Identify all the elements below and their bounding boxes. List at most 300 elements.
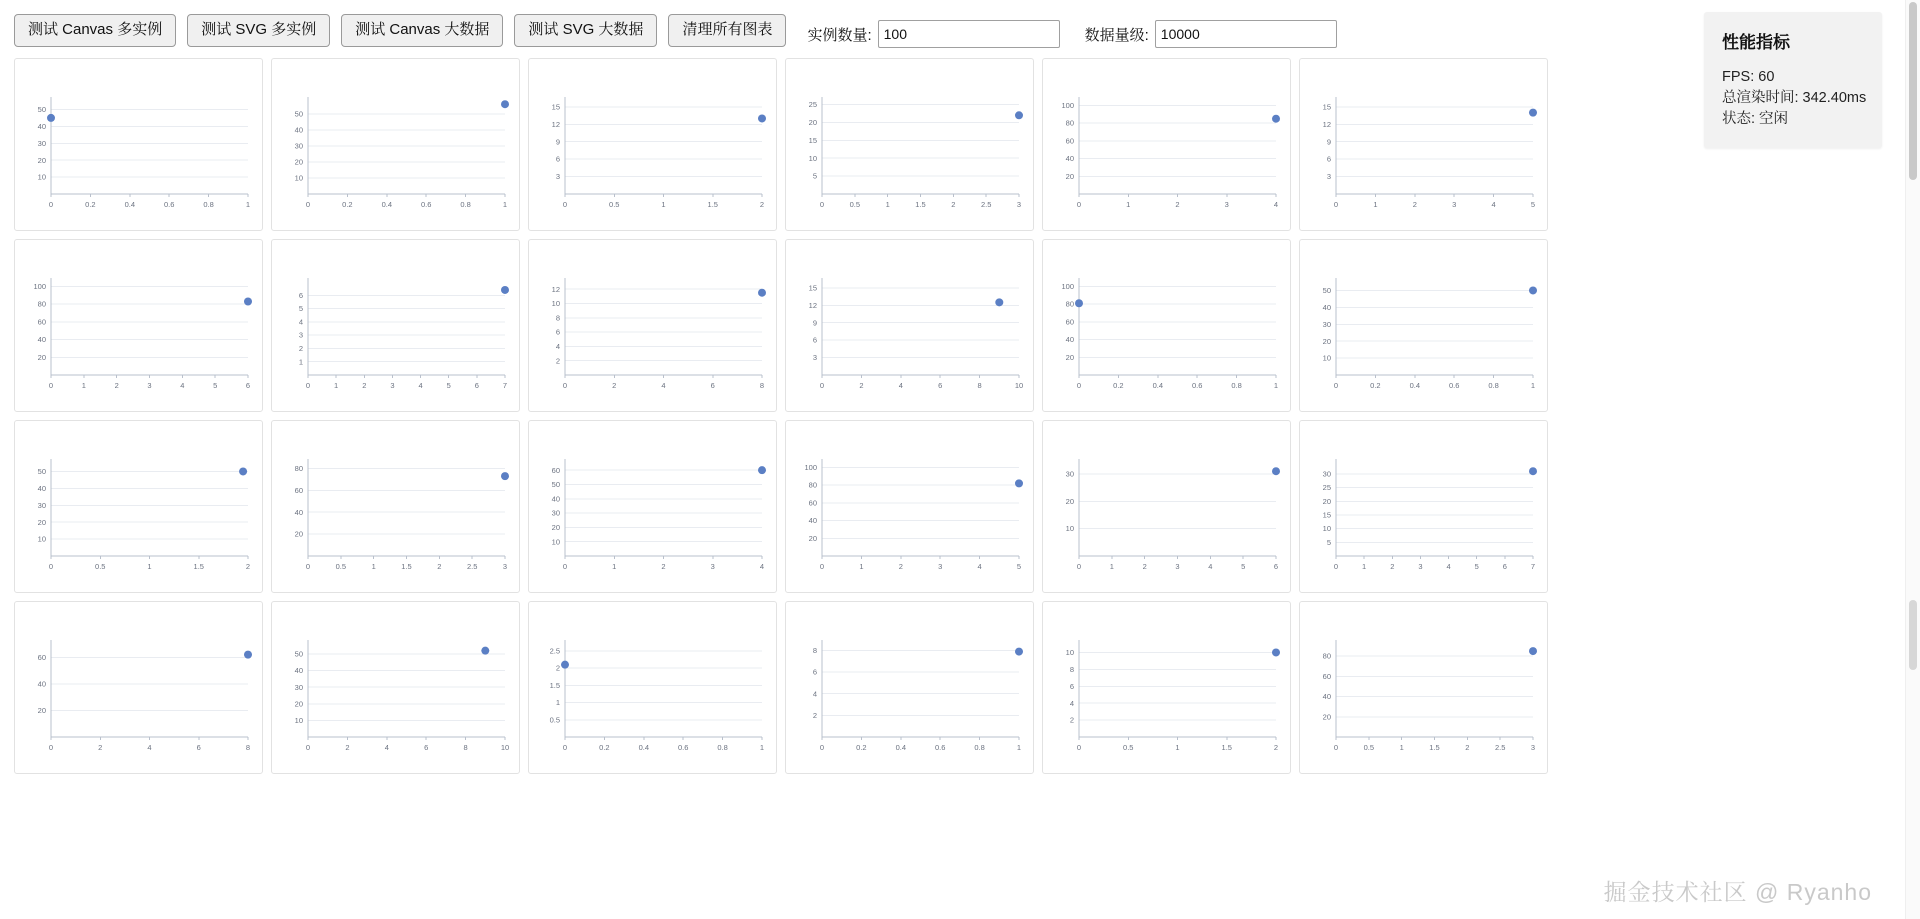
x-tick-label: 0 — [562, 200, 568, 209]
x-tick-label: 0.4 — [124, 200, 136, 209]
y-tick-label: 10 — [808, 153, 817, 163]
y-tick-label: 100 — [804, 463, 817, 473]
x-tick-label: 2 — [1142, 562, 1147, 571]
x-tick-label: 3 — [1418, 562, 1423, 571]
x-tick-label: 0 — [562, 562, 568, 571]
y-tick-label: 10 — [37, 172, 46, 182]
fps-value: FPS: 60 — [1722, 69, 1775, 85]
scatter-chart — [786, 602, 1034, 774]
y-tick-label: 5 — [298, 304, 303, 314]
x-tick-label: 0.4 — [1409, 381, 1421, 390]
scatter-chart — [529, 240, 777, 412]
chart-card[interactable] — [1042, 58, 1291, 231]
y-tick-label: 9 — [555, 137, 560, 147]
y-tick-label: 20 — [1322, 336, 1331, 346]
y-tick-label: 5 — [812, 171, 817, 181]
x-tick-label: 0.5 — [95, 562, 106, 571]
instance-count-label: 实例数量: — [807, 26, 872, 44]
y-tick-label: 10 — [1065, 524, 1074, 534]
x-tick-label: 1 — [1109, 562, 1114, 571]
x-tick-label: 4 — [1491, 200, 1496, 209]
y-tick-label: 100 — [1061, 101, 1074, 111]
watermark: 掘金技术社区 @ Ryanho — [1603, 879, 1872, 905]
y-tick-label: 40 — [294, 666, 303, 676]
y-tick-label: 10 — [551, 299, 560, 309]
test-canvas-multi-instance-button[interactable]: 测试 Canvas 多实例 — [14, 14, 176, 47]
x-tick-label: 0.2 — [1370, 381, 1381, 390]
x-tick-label: 10 — [1014, 381, 1024, 390]
chart-card[interactable] — [785, 601, 1034, 774]
y-tick-label: 9 — [1326, 137, 1331, 147]
x-tick-label: 0.6 — [1448, 381, 1460, 390]
x-tick-label: 0 — [819, 562, 825, 571]
data-point[interactable] — [239, 467, 247, 475]
y-tick-label: 8 — [812, 646, 817, 656]
x-tick-label: 0.8 — [1488, 381, 1499, 390]
y-tick-label: 6 — [812, 335, 817, 345]
y-tick-label: 20 — [294, 529, 303, 539]
x-tick-label: 2 — [1412, 200, 1417, 209]
x-tick-label: 3 — [1224, 200, 1229, 209]
x-tick-label: 1 — [859, 562, 864, 571]
y-tick-label: 3 — [298, 330, 303, 340]
y-tick-label: 30 — [294, 682, 303, 692]
x-tick-label: 0.4 — [638, 743, 650, 752]
y-tick-label: 1 — [555, 698, 560, 708]
x-tick-label: 3 — [1530, 743, 1536, 752]
y-tick-label: 3 — [1326, 172, 1331, 182]
scrollbar-thumb[interactable] — [1909, 2, 1917, 180]
x-tick-label: 2 — [437, 562, 442, 571]
y-tick-label: 15 — [808, 135, 817, 145]
chart-card[interactable] — [271, 420, 520, 593]
x-tick-label: 8 — [977, 381, 982, 390]
x-tick-label: 0.6 — [163, 200, 175, 209]
x-tick-label: 4 — [180, 381, 185, 390]
y-tick-label: 15 — [808, 283, 817, 293]
chart-card[interactable] — [1299, 601, 1548, 774]
scatter-chart — [786, 240, 1034, 412]
chart-card[interactable] — [1299, 239, 1548, 412]
x-tick-label: 3 — [938, 562, 943, 571]
chart-card[interactable] — [1299, 58, 1548, 231]
x-tick-label: 1.5 — [1221, 743, 1232, 752]
x-tick-label: 1.5 — [707, 200, 718, 209]
x-tick-label: 0.2 — [599, 743, 610, 752]
x-tick-label: 0 — [305, 381, 311, 390]
x-tick-label: 0 — [305, 200, 311, 209]
chart-card[interactable] — [271, 239, 520, 412]
data-point[interactable] — [501, 100, 509, 108]
y-tick-label: 20 — [1322, 496, 1331, 506]
y-tick-label: 40 — [551, 494, 560, 504]
y-tick-label: 4 — [812, 689, 817, 699]
x-tick-label: 2 — [1390, 562, 1395, 571]
x-tick-label: 0.6 — [420, 200, 432, 209]
data-point[interactable] — [1015, 479, 1023, 487]
x-tick-label: 5 — [213, 381, 218, 390]
y-tick-label: 2 — [555, 663, 560, 673]
x-tick-label: 8 — [759, 381, 765, 390]
x-tick-label: 3 — [1452, 200, 1457, 209]
data-point[interactable] — [244, 297, 252, 305]
data-point[interactable] — [1272, 467, 1280, 475]
y-tick-label: 4 — [298, 317, 303, 327]
x-tick-label: 0.2 — [85, 200, 96, 209]
y-tick-label: 2 — [812, 710, 817, 720]
x-tick-label: 5 — [1241, 562, 1246, 571]
x-tick-label: 2 — [612, 381, 617, 390]
x-tick-label: 0 — [1076, 743, 1082, 752]
x-tick-label: 8 — [245, 743, 251, 752]
x-tick-label: 0 — [1333, 381, 1339, 390]
x-tick-label: 1 — [661, 200, 666, 209]
y-tick-label: 20 — [1065, 171, 1074, 181]
y-tick-label: 40 — [808, 516, 817, 526]
x-tick-label: 1 — [1530, 381, 1536, 390]
x-tick-label: 5 — [1474, 562, 1479, 571]
data-point[interactable] — [501, 286, 509, 294]
x-tick-label: 7 — [1530, 562, 1536, 571]
chart-card[interactable] — [14, 58, 263, 231]
y-tick-label: 40 — [1065, 154, 1074, 164]
x-tick-label: 2 — [362, 381, 367, 390]
y-tick-label: 10 — [1065, 648, 1074, 658]
x-tick-label: 1 — [1399, 743, 1404, 752]
y-tick-label: 10 — [37, 534, 46, 544]
x-tick-label: 2 — [245, 562, 251, 571]
scatter-chart — [529, 59, 777, 231]
x-tick-label: 5 — [1530, 200, 1536, 209]
x-tick-label: 4 — [384, 743, 389, 752]
data-point[interactable] — [481, 647, 489, 655]
y-tick-label: 80 — [1322, 651, 1331, 661]
y-tick-label: 20 — [294, 157, 303, 167]
x-tick-label: 2.5 — [1494, 743, 1506, 752]
data-point[interactable] — [758, 289, 766, 297]
chart-card[interactable] — [528, 601, 777, 774]
y-tick-label: 20 — [37, 155, 46, 165]
chart-card[interactable] — [14, 601, 263, 774]
y-tick-label: 30 — [37, 500, 46, 510]
y-tick-label: 50 — [294, 649, 303, 659]
chart-card[interactable] — [1042, 601, 1291, 774]
x-tick-label: 0.8 — [717, 743, 728, 752]
scatter-chart — [1043, 240, 1291, 412]
x-tick-label: 0 — [1076, 381, 1082, 390]
x-tick-label: 0.2 — [856, 743, 867, 752]
y-tick-label: 2 — [298, 344, 303, 354]
y-tick-label: 6 — [812, 667, 817, 677]
y-tick-label: 40 — [1322, 302, 1331, 312]
test-canvas-bigdata-button[interactable]: 测试 Canvas 大数据 — [341, 14, 503, 47]
y-tick-label: 60 — [808, 498, 817, 508]
y-tick-label: 30 — [1322, 469, 1331, 479]
x-tick-label: 6 — [424, 743, 429, 752]
x-tick-label: 0.8 — [460, 200, 471, 209]
scatter-chart — [15, 421, 263, 593]
y-tick-label: 20 — [808, 118, 817, 128]
y-tick-label: 40 — [37, 483, 46, 493]
instance-count-input[interactable] — [878, 20, 1060, 48]
x-tick-label: 0 — [305, 743, 311, 752]
data-point[interactable] — [47, 114, 55, 122]
scrollbar-thumb-secondary[interactable] — [1909, 600, 1917, 670]
data-point[interactable] — [1075, 299, 1083, 307]
y-tick-label: 50 — [37, 467, 46, 477]
y-tick-label: 60 — [1065, 136, 1074, 146]
x-tick-label: 4 — [977, 562, 982, 571]
y-tick-label: 2 — [555, 356, 560, 366]
data-point[interactable] — [1529, 647, 1537, 655]
x-tick-label: 0.8 — [1231, 381, 1242, 390]
y-tick-label: 60 — [37, 652, 46, 662]
x-tick-label: 2 — [1465, 743, 1470, 752]
render-time-value: 总渲染时间: 342.40ms — [1722, 90, 1867, 106]
x-tick-label: 0 — [562, 381, 568, 390]
x-tick-label: 4 — [661, 381, 666, 390]
y-tick-label: 60 — [294, 485, 303, 495]
y-tick-label: 12 — [808, 300, 817, 310]
y-tick-label: 20 — [551, 522, 560, 532]
data-level-label: 数据量级: — [1084, 26, 1149, 44]
y-tick-label: 20 — [808, 533, 817, 543]
y-tick-label: 40 — [37, 679, 46, 689]
x-tick-label: 3 — [390, 381, 395, 390]
chart-card[interactable] — [528, 239, 777, 412]
x-tick-label: 0 — [1076, 200, 1082, 209]
y-tick-label: 15 — [551, 102, 560, 112]
data-point[interactable] — [1529, 109, 1537, 117]
y-tick-label: 100 — [33, 282, 46, 292]
x-tick-label: 1 — [1373, 200, 1378, 209]
x-tick-label: 6 — [710, 381, 715, 390]
x-tick-label: 8 — [463, 743, 468, 752]
data-point[interactable] — [1015, 111, 1023, 119]
chart-card[interactable] — [1042, 239, 1291, 412]
x-tick-label: 6 — [196, 743, 201, 752]
x-tick-label: 1 — [245, 200, 251, 209]
y-tick-label: 40 — [1065, 335, 1074, 345]
y-tick-label: 80 — [37, 299, 46, 309]
y-tick-label: 80 — [1065, 299, 1074, 309]
y-tick-label: 12 — [1322, 119, 1331, 129]
chart-card[interactable] — [1299, 420, 1548, 593]
instance-count-group — [807, 20, 1059, 48]
y-tick-label: 20 — [294, 699, 303, 709]
x-tick-label: 3 — [147, 381, 152, 390]
scatter-chart — [1043, 421, 1291, 593]
chart-card[interactable] — [785, 58, 1034, 231]
chart-card[interactable] — [1042, 420, 1291, 593]
y-tick-label: 25 — [1322, 483, 1331, 493]
y-tick-label: 25 — [808, 100, 817, 110]
x-tick-label: 0.5 — [609, 200, 620, 209]
y-tick-label: 30 — [294, 141, 303, 151]
y-tick-label: 30 — [37, 138, 46, 148]
y-tick-label: 30 — [551, 508, 560, 518]
x-tick-label: 1.5 — [401, 562, 412, 571]
x-tick-label: 0 — [1333, 562, 1339, 571]
x-tick-label: 0 — [1333, 200, 1339, 209]
y-tick-label: 60 — [1322, 671, 1331, 681]
scatter-chart — [1300, 602, 1548, 774]
toolbar — [0, 0, 1920, 58]
y-tick-label: 20 — [1065, 352, 1074, 362]
y-tick-label: 10 — [551, 537, 560, 547]
chart-card[interactable] — [271, 601, 520, 774]
y-tick-label: 20 — [1322, 712, 1331, 722]
scatter-chart — [529, 421, 777, 593]
scatter-chart — [272, 421, 520, 593]
data-point[interactable] — [1272, 648, 1280, 656]
scatter-chart — [529, 602, 777, 774]
y-tick-label: 5 — [1326, 537, 1331, 547]
x-tick-label: 0 — [819, 743, 825, 752]
x-tick-label: 3 — [1016, 200, 1022, 209]
y-tick-label: 40 — [294, 125, 303, 135]
chart-card[interactable] — [528, 58, 777, 231]
scatter-chart — [272, 602, 520, 774]
x-tick-label: 6 — [938, 381, 943, 390]
data-level-input[interactable] — [1155, 20, 1337, 48]
x-tick-label: 0.6 — [934, 743, 946, 752]
scatter-chart — [1300, 421, 1548, 593]
y-tick-label: 20 — [1065, 496, 1074, 506]
test-svg-multi-instance-button[interactable]: 测试 SVG 多实例 — [187, 14, 330, 47]
x-tick-label: 1 — [1273, 381, 1279, 390]
y-tick-label: 30 — [1065, 469, 1074, 479]
x-tick-label: 0.6 — [1191, 381, 1203, 390]
y-tick-label: 10 — [294, 715, 303, 725]
scatter-chart — [1300, 240, 1548, 412]
y-tick-label: 1.5 — [549, 680, 560, 690]
y-tick-label: 60 — [551, 465, 560, 475]
data-point[interactable] — [244, 651, 252, 659]
y-tick-label: 6 — [555, 327, 560, 337]
x-tick-label: 2 — [114, 381, 119, 390]
y-tick-label: 6 — [1326, 154, 1331, 164]
x-tick-label: 0.4 — [381, 200, 393, 209]
x-tick-label: 0.5 — [849, 200, 861, 209]
y-tick-label: 1 — [298, 357, 303, 367]
y-tick-label: 2 — [1069, 715, 1074, 725]
x-tick-label: 0.5 — [335, 562, 347, 571]
x-tick-label: 0.8 — [203, 200, 214, 209]
chart-card[interactable] — [14, 239, 263, 412]
data-level-group — [1085, 20, 1337, 48]
x-tick-label: 0 — [305, 562, 311, 571]
x-tick-label: 6 — [474, 381, 479, 390]
x-tick-label: 1 — [147, 562, 152, 571]
data-point[interactable] — [1529, 467, 1537, 475]
x-tick-label: 1 — [759, 743, 765, 752]
y-tick-label: 3 — [555, 172, 560, 182]
x-tick-label: 4 — [1446, 562, 1451, 571]
y-tick-label: 6 — [298, 290, 303, 300]
x-tick-label: 6 — [1273, 562, 1279, 571]
chart-card[interactable] — [14, 420, 263, 593]
scatter-chart — [272, 240, 520, 412]
scatter-chart — [1043, 602, 1291, 774]
x-tick-label: 0 — [48, 562, 54, 571]
x-tick-label: 1.5 — [1429, 743, 1440, 752]
x-tick-label: 1 — [502, 200, 508, 209]
x-tick-label: 0.2 — [342, 200, 353, 209]
data-point[interactable] — [1015, 648, 1023, 656]
y-tick-label: 4 — [555, 341, 560, 351]
y-tick-label: 0.5 — [549, 715, 560, 725]
data-point[interactable] — [561, 661, 569, 669]
x-tick-label: 4 — [418, 381, 423, 390]
y-tick-label: 6 — [1069, 681, 1074, 691]
clear-all-charts-button[interactable]: 清理所有图表 — [668, 14, 786, 47]
y-tick-label: 30 — [1322, 319, 1331, 329]
page-scrollbar[interactable] — [1905, 0, 1920, 919]
scatter-chart — [15, 59, 263, 231]
chart-card[interactable] — [785, 239, 1034, 412]
x-tick-label: 1.5 — [193, 562, 204, 571]
x-tick-label: 0 — [48, 200, 54, 209]
chart-card[interactable] — [271, 58, 520, 231]
scatter-chart — [15, 602, 263, 774]
x-tick-label: 0 — [819, 200, 825, 209]
y-tick-label: 40 — [37, 335, 46, 345]
performance-panel-title: 性能指标 — [1722, 33, 1790, 52]
x-tick-label: 0.2 — [1113, 381, 1124, 390]
x-tick-label: 2 — [1273, 743, 1279, 752]
y-tick-label: 15 — [1322, 102, 1331, 112]
x-tick-label: 1 — [334, 381, 339, 390]
y-tick-label: 4 — [1069, 698, 1074, 708]
data-point[interactable] — [501, 472, 509, 480]
y-tick-label: 3 — [812, 353, 817, 363]
x-tick-label: 1 — [885, 200, 890, 209]
x-tick-label: 1.5 — [915, 200, 926, 209]
data-point[interactable] — [758, 114, 766, 122]
x-tick-label: 2 — [661, 562, 666, 571]
x-tick-label: 0 — [48, 381, 54, 390]
y-tick-label: 8 — [1069, 664, 1074, 674]
y-tick-label: 10 — [1322, 353, 1331, 363]
x-tick-label: 3 — [1175, 562, 1180, 571]
x-tick-label: 2 — [951, 200, 956, 209]
x-tick-label: 2.5 — [466, 562, 478, 571]
chart-card[interactable] — [785, 420, 1034, 593]
x-tick-label: 1 — [1362, 562, 1367, 571]
x-tick-label: 5 — [446, 381, 451, 390]
y-tick-label: 9 — [812, 318, 817, 328]
x-tick-label: 2 — [759, 200, 765, 209]
scatter-chart — [272, 59, 520, 231]
x-tick-label: 4 — [1273, 200, 1279, 209]
chart-card[interactable] — [528, 420, 777, 593]
x-tick-label: 2 — [898, 562, 903, 571]
x-tick-label: 2 — [345, 743, 350, 752]
data-point[interactable] — [758, 466, 766, 474]
data-point[interactable] — [995, 298, 1003, 306]
test-svg-bigdata-button[interactable]: 测试 SVG 大数据 — [514, 14, 657, 47]
data-point[interactable] — [1529, 286, 1537, 294]
x-tick-label: 0.5 — [1123, 743, 1134, 752]
x-tick-label: 1 — [81, 381, 86, 390]
x-tick-label: 0.6 — [677, 743, 689, 752]
x-tick-label: 2 — [98, 743, 103, 752]
data-point[interactable] — [1272, 115, 1280, 123]
y-tick-label: 20 — [37, 706, 46, 716]
x-tick-label: 2 — [1175, 200, 1180, 209]
x-tick-label: 3 — [710, 562, 715, 571]
